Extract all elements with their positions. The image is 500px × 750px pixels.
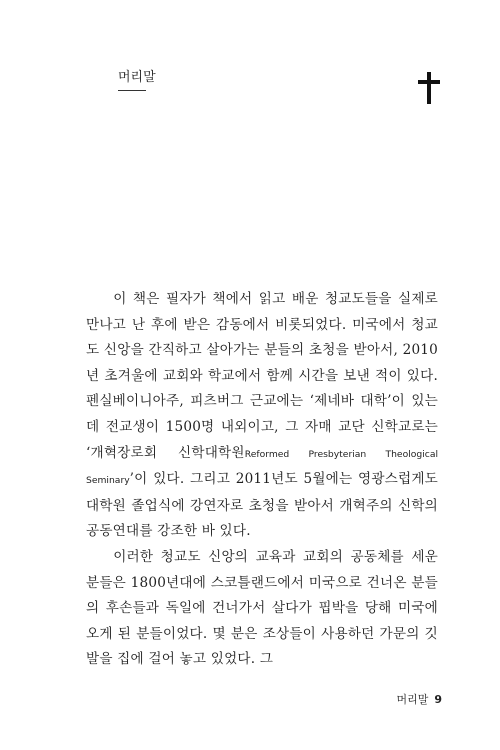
cross-icon: [418, 72, 440, 104]
paragraph-1-text-a: 이 책은 필자가 책에서 읽고 배운 청교도들을 실제로 만나고 난 후에 받은 감동에서 비롯되었다. 미국에서 청교도 신앙을 간직하고 살아가는 분들의 초청을 받아서, 2010년 초겨울에 교회와 학교에서 함께 시간을 보낸 적이 있다. 펜실베이니아주, 피츠버그 근교에는 ‘제네바 대학’이 있는데 전교생이 1500명 내외이고, 그 자매 교단 신학교로는 ‘개혁장로회 신학대학원: [86, 291, 438, 461]
paragraph-2: 이러한 청교도 신앙의 교육과 교회의 공동체를 세운 분들은 1800년대에 스코틀랜드에서 미국으로 건너온 분들의 후손들과 독일에 건너가서 살다가 핍박을 당해 미국에 오게 된 분들이었다. 몇 분은 조상들이 사용하던 가문의 깃발을 집에 걸어 놓고 있었다. 그: [86, 548, 438, 668]
page-footer: [396, 691, 442, 707]
body-text: [86, 287, 438, 673]
page-number: 9: [434, 693, 442, 706]
title-underline: [118, 90, 146, 91]
section-title: 머리말: [118, 70, 156, 85]
running-title: 머리말: [396, 693, 429, 706]
paragraph-1: [86, 287, 438, 545]
english-seminary-name: Reformed Presbyterian Theological Seminary: [86, 448, 438, 487]
paragraph-1-text-b: ’이 있다. 그리고 2011년도 5월에는 영광스럽게도 대학원 졸업식에 강연자로 초청을 받아서 개혁주의 신학의 공동연대를 강조한 바 있다.: [86, 471, 438, 540]
